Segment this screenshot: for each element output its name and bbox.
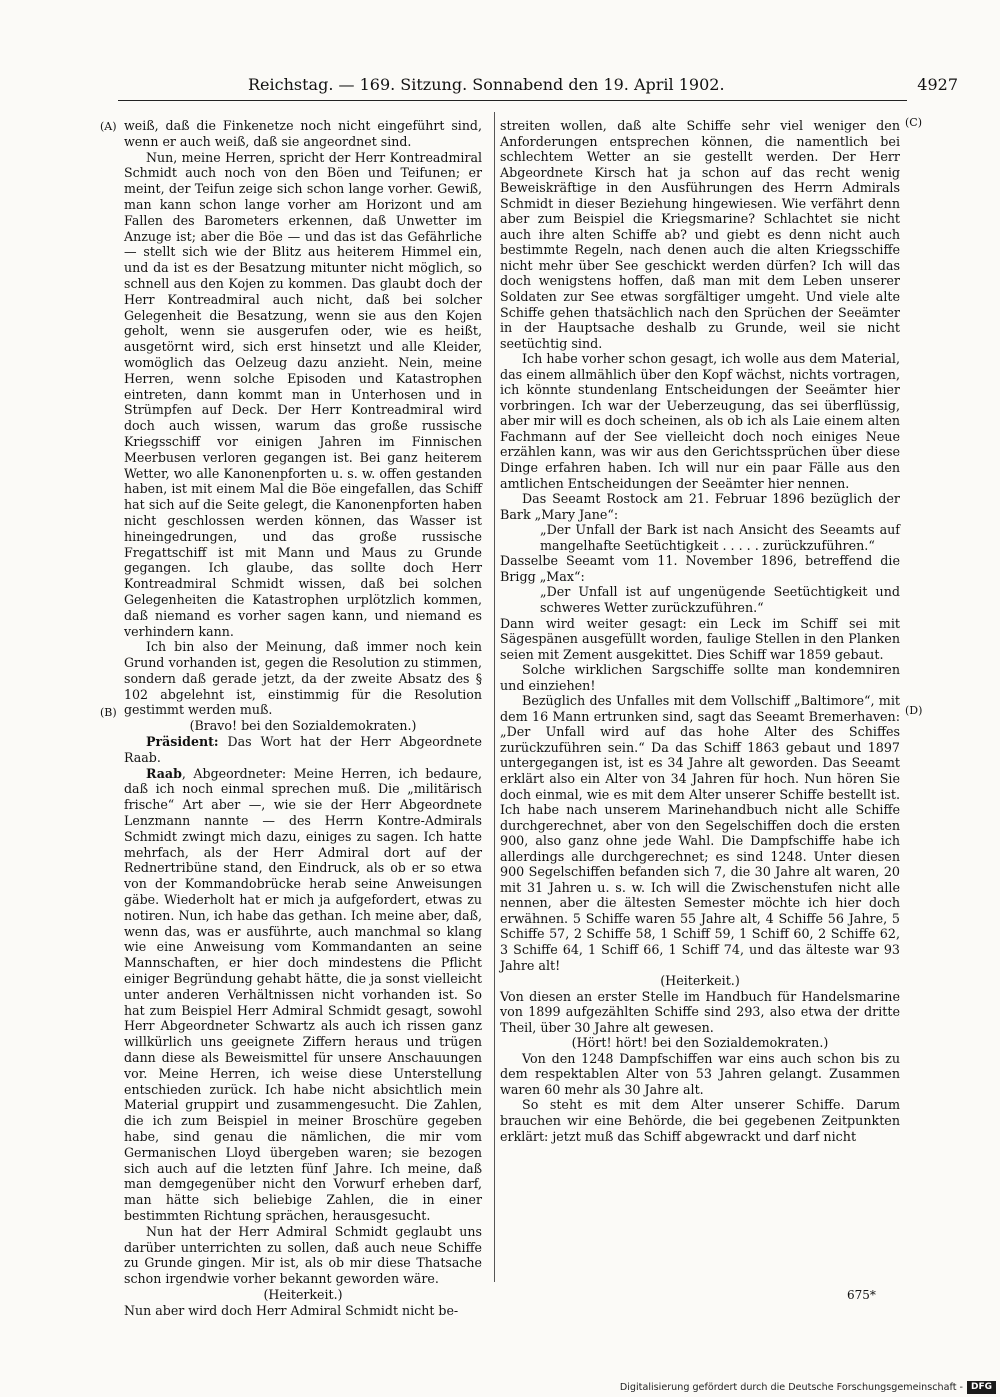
paragraph: Von den 1248 Dampfschiffen war eins auch schon bis zu dem respektablen Alter von 53 Jahren gelangt. Zusammen waren 60 mehr als 30 Jahre alt. bbox=[500, 1050, 900, 1097]
paragraph: Dann wird weiter gesagt: ein Leck im Schiff sei mit Sägespänen ausgefüllt worden, faulige Stellen in den Planken seien mit Zement ausgekittet. Dies Schiff war 1859 gebaut. bbox=[500, 615, 900, 662]
paragraph: streiten wollen, daß alte Schiffe sehr viel weniger den Anforderungen entsprechen können, die namentlich bei schlechtem Wetter an sie gestellt werden. Der Herr Abgeordnete Kirsch hat ja schon auf das recht wenig Beweiskräftige in den Ausführungen des Herrn Admirals Schmidt in dieser Beziehung hingewiesen. Wie verfährt denn aber zum Beispiel die Kriegsmarine? Schlachtet sie nicht auch ihre alten Schiffe ab? und giebt es denn nicht auch bestimmte Regeln, nach denen auch die alten Kriegsschiffe nicht mehr über See geschickt werden dürfen? Ich will das doch wenigstens hoffen, daß man mit dem Leben unserer Soldaten zur See etwas sorgfältiger umgeht. Und viele alte Schiffe gehen thatsächlich nach den Sprüchen der Seeämter in der Hauptsache deshalb zu Grunde, weil sie nicht seetüchtig sind. bbox=[500, 118, 900, 351]
margin-marker-a: (A) bbox=[100, 120, 117, 133]
running-title: Reichstag. — 169. Sitzung. Sonnabend den 19. April 1902. bbox=[248, 75, 725, 94]
paragraph: Bezüglich des Unfalles mit dem Vollschiff „Baltimore“, mit dem 16 Mann ertrunken sind, sagt das Seeamt Bremerhaven: „Der Unfall wird auf das hohe Alter des Schiffes zurückzuführen sein.“ Da das Schiff 1863 gebaut und 1897 untergegangen ist, ist es 34 Jahre alt geworden. Das Seeamt erklärt also ein Alter von 34 Jahren für hoch. Nun hören Sie doch einmal, wie es mit dem Alter unserer Schiffe bestellt ist. Ich habe nach unserem Marinehandbuch nicht alle Schiffe durchgerechnet, aber von den Segelschiffen doch die ersten 900, also ganz ohne jede Wahl. Die Dampfschiffe habe ich allerdings alle durchgerechnet; es sind 1248. Unter diesen 900 Segelschiffen befanden sich 7, die 30 Jahre alt waren, 20 mit 31 Jahren u. s. w. Ich will die Zwischenstufen nicht alle nennen, aber die ältesten Semester möchte ich hier doch erwähnen. 5 Schiffe waren 55 Jahre alt, 4 Schiffe 56 Jahre, 5 Schiffe 57, 2 Schiffe 58, 1 Schiff 59, 1 Schiff 60, 2 Schiffe 62, 3 Schiffe 64, 1 Schiff 66, 1 Schiff 74, und das älteste war 93 Jahre alt! bbox=[500, 693, 900, 973]
page-header bbox=[248, 70, 958, 100]
sheet-number: 675* bbox=[847, 1288, 876, 1302]
paragraph: Nun, meine Herren, spricht der Herr Kontreadmiral Schmidt auch noch von den Böen und Teifunen; er meint, der Teifun zeige sich schon lange vorher. Gewiß, man kann schon lange vorher am Horizont und am Fallen des Barometers erkennen, daß Unwetter im Anzuge ist; aber die Böe — und das ist das Gefährliche — stellt sich wie der Blitz aus heiterem Himmel ein, und da ist es der Besatzung mitunter nicht möglich, so schnell aus den Kojen zu kommen. Das glaubt doch der Herr Kontreadmiral auch nicht, daß bei solcher Gelegenheit die Besatzung, wenn sie aus den Kojen geholt, wenn sie ausgerufen oder, wie es heißt, ausgetörnt wird, sich erst hinsetzt und alle Kleider, womöglich das Oelzeug dazu anzieht. Nein, meine Herren, wenn solche Episoden und Katastrophen eintreten, dann kommt man in Unterhosen und in Strümpfen auf Deck. Der Herr Kontreadmiral wird doch auch wissen, warum das große russische Kriegsschiff vor einigen Jahren im Finnischen Meerbusen verloren gegangen ist. Bei ganz heiterem Wetter, wo alle Kanonenpforten u. s. w. offen gestanden haben, ist mit einem Mal die Böe eingefallen, das Schiff hat sich auf die Seite gelegt, die Kanonenpforten haben nicht geschlossen werden können, das Wasser ist hineingedrungen, und das große russische Fregattschiff ist mit Mann und Maus zu Grunde gegangen. Ich glaube, das sollte doch Herr Kontreadmiral Schmidt wissen, daß bei solchen Gelegenheiten die Katastrophen urplötzlich kommen, daß niemand es vorher sagen kann, und niemand es verhindern kann. bbox=[124, 149, 482, 639]
dfg-footer-text: Digitalisierung gefördert durch die Deutsche Forschungsgemeinschaft - bbox=[619, 1382, 963, 1393]
paragraph: (Heiterkeit.) bbox=[660, 973, 740, 989]
margin-marker-b: (B) bbox=[100, 706, 117, 719]
margin-marker-d: (D) bbox=[905, 704, 923, 717]
paragraph: Ich habe vorher schon gesagt, ich wolle aus dem Material, das einem allmählich über den Kopf wächst, nichts vortragen, ich könnte stundenlang Entscheidungen der Seeämter hier vorbringen. Ich war der Ueberzeugung, das sei überflüssig, aber mir will es doch scheinen, als ob ich als Laie einem alten Fachmann auf der See vielleicht doch noch einiges Neue erzählen kann, was wir aus den Gerichtssprüchen über diese Dinge erfahren haben. Ich will nur ein paar Fälle aus den amtlichen Entscheidungen der Seeämter hier nennen. bbox=[500, 351, 900, 491]
paragraph: Das Seeamt Rostock am 21. Februar 1896 bezüglich der Bark „Mary Jane“: bbox=[500, 491, 900, 522]
paragraph: Von diesen an erster Stelle im Handbuch für Handelsmarine von 1899 aufgezählten Schiffe sind 293, also etwa der dritte Theil, über 30 Jahre alt gewesen. bbox=[500, 988, 900, 1035]
paragraph: Nun hat der Herr Admiral Schmidt geglaubt uns darüber unterrichten zu sollen, daß auch neue Schiffe zu Grunde gingen. Mir ist, als ob mir diese Thatsache schon irgendwie vorher bekannt geworden wäre. bbox=[124, 1223, 482, 1287]
left-column bbox=[124, 118, 482, 1319]
paragraph: Solche wirklichen Sargschiffe sollte man kondemniren und einziehen! bbox=[500, 662, 900, 693]
column-divider bbox=[494, 112, 495, 1282]
page-number: 4927 bbox=[917, 75, 958, 94]
paragraph: (Heiterkeit.) bbox=[263, 1286, 343, 1302]
paragraph: So steht es mit dem Alter unserer Schiffe. Darum brauchen wir eine Behörde, die bei gegebenen Zeitpunkten erklärt: jetzt muß das Schiff abgewrackt und darf nicht bbox=[500, 1097, 900, 1144]
margin-marker-c: (C) bbox=[905, 116, 922, 129]
dfg-logo: DFG bbox=[967, 1381, 996, 1394]
paragraph: Raab, Abgeordneter: Meine Herren, ich bedaure, daß ich noch einmal sprechen muß. Die „militärisch frische“ Art aber —, wie sie der Herr Abgeordnete Lenzmann nannte — des Herrn Kontre-Admirals Schmidt zwingt mich dazu, einiges zu sagen. Ich hatte mehrfach, als der Herr Admiral dort auf der Rednertribüne stand, den Eindruck, als ob er so etwa von der Kommandobrücke herab seine Anweisungen gäbe. Wiederholt hat er mich ja aufgefordert, etwas zu notiren. Nun, ich habe das gethan. Ich meine aber, daß, wenn das, was er ausführte, auch manchmal so klang wie eine Anweisung vom Kommandanten an seine Mannschaften, er hier doch mindestens die Pflicht einiger Begründung gehabt hätte, die ja sonst vielleicht unter anderen Verhältnissen nicht vorhanden ist. So hat zum Beispiel Herr Admiral Schmidt gesagt, sowohl Herr Abgeordneter Schwartz als auch ich rissen ganz willkürlich uns geeignete Ziffern heraus und trügen dann diese als Beweismittel für unsere Anschauungen vor. Meine Herren, ich weise diese Unterstellung entschieden zurück. Ich habe nicht absichtlich mein Material gruppirt und zusammengesucht. Die Zahlen, die ich zum Beispiel in meiner Broschüre gegeben habe, sind genau die nämlichen, die mir vom Germanischen Lloyd übergeben waren; sie bezogen sich auch auf die letzten fünf Jahre. Ich meine, daß man demgegenüber nicht den Vorwurf erheben darf, man hätte sich beliebige Zahlen, die in einer bestimmten Richtung sprächen, herausgesucht. bbox=[124, 765, 482, 1223]
paragraph: Dasselbe Seeamt vom 11. November 1896, betreffend die Brigg „Max“: bbox=[500, 553, 900, 584]
paragraph: „Der Unfall ist auf ungenügende Seetüchtigkeit und schweres Wetter zurückzuführen.“ bbox=[540, 584, 900, 615]
paragraph: „Der Unfall der Bark ist nach Ansicht des Seeamts auf mangelhafte Seetüchtigkeit . . . . . zurückzuführen.“ bbox=[540, 522, 900, 553]
right-column bbox=[500, 118, 900, 1144]
paragraph: weiß, daß die Finkenetze noch nicht eingeführt sind, wenn er auch weiß, daß sie angeordnet sind. bbox=[124, 118, 482, 149]
dfg-footer bbox=[612, 1380, 996, 1396]
paragraph: Ich bin also der Meinung, daß immer noch kein Grund vorhanden ist, gegen die Resolution zu stimmen, sondern daß gerade jetzt, da der zweite Absatz des § 102 abgelehnt ist, einstimmig für die Resolution gestimmt werden muß. bbox=[124, 639, 482, 718]
header-rule bbox=[118, 100, 907, 101]
paragraph: Präsident: Das Wort hat der Herr Abgeordnete Raab. bbox=[124, 734, 482, 765]
paragraph: Nun aber wird doch Herr Admiral Schmidt nicht be- bbox=[124, 1302, 459, 1318]
paragraph: (Bravo! bei den Sozialdemokraten.) bbox=[189, 718, 417, 734]
paragraph: (Hört! hört! bei den Sozialdemokraten.) bbox=[571, 1035, 829, 1051]
